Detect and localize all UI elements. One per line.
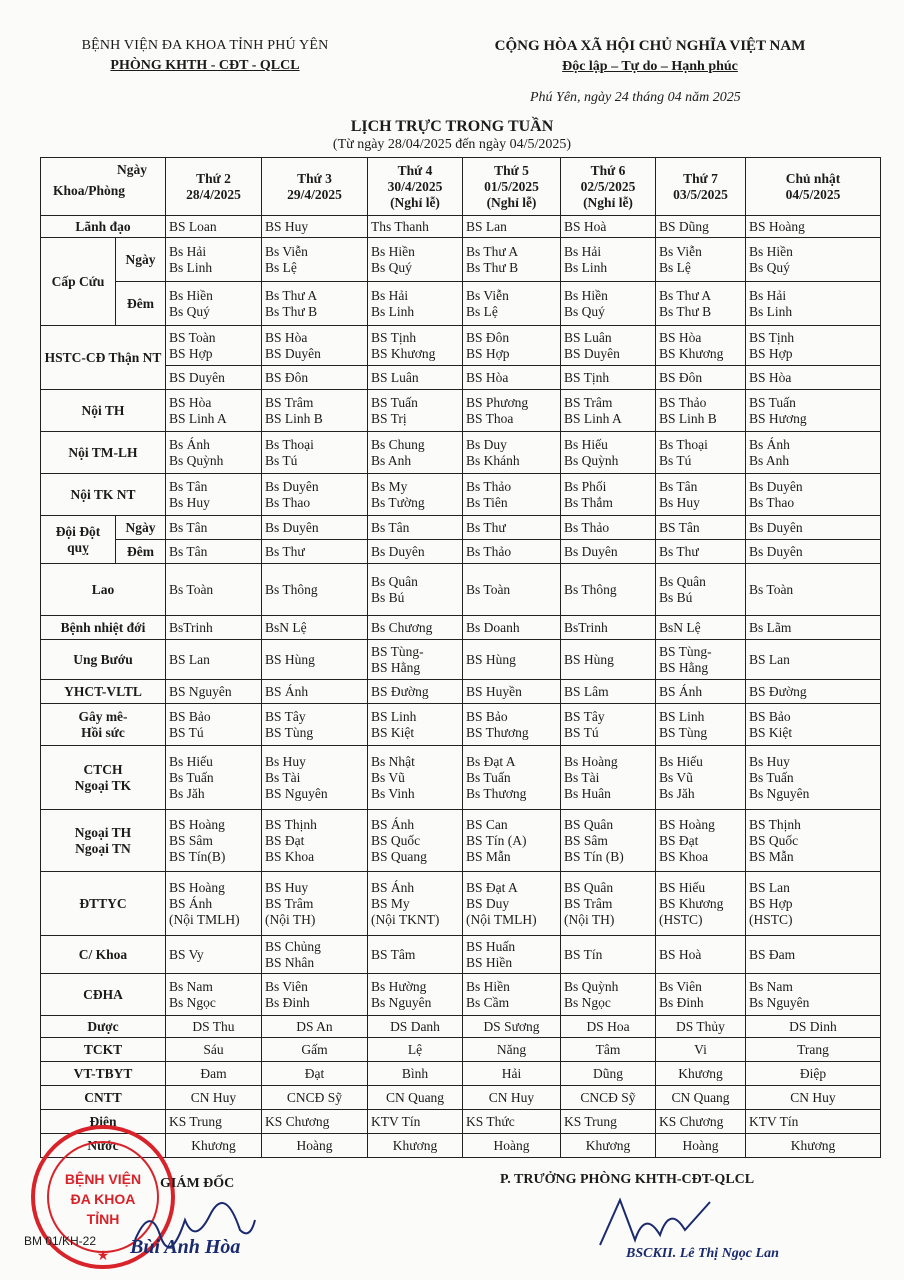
duty-cell: DS Sương xyxy=(463,1016,561,1038)
duty-cell: Bs Nam Bs Ngọc xyxy=(166,974,262,1016)
svg-text:ĐA KHOA: ĐA KHOA xyxy=(70,1191,136,1207)
duty-cell: Bs Hoàng Bs Tài Bs Huân xyxy=(561,746,656,810)
duty-cell: BS Thịnh BS Đạt BS Khoa xyxy=(262,810,368,872)
department-name-cell: Bệnh nhiệt đới xyxy=(41,616,166,640)
organization-name: BỆNH VIỆN ĐA KHOA TỈNH PHÚ YÊN xyxy=(81,38,329,53)
day-header-cell: Thứ 4 30/4/2025 (Nghỉ lễ) xyxy=(368,158,463,216)
table-row xyxy=(41,936,881,974)
duty-cell: CN Huy xyxy=(463,1086,561,1110)
duty-cell: Khương xyxy=(746,1134,881,1158)
duty-cell: BS Phương BS Thoa xyxy=(463,390,561,432)
duty-cell: Bs Phối Bs Thắm xyxy=(561,474,656,516)
duty-cell: BS Hòa BS Duyên xyxy=(262,326,368,366)
duty-cell: BS Trâm BS Linh A xyxy=(561,390,656,432)
department-name-cell: ĐTTYC xyxy=(41,872,166,936)
duty-cell: BsTrinh xyxy=(561,616,656,640)
table-row xyxy=(41,282,881,326)
duty-cell: Bs Ánh Bs Quỳnh xyxy=(166,432,262,474)
duty-cell: DS Hoa xyxy=(561,1016,656,1038)
duty-cell: CNCĐ Sỹ xyxy=(262,1086,368,1110)
table-row xyxy=(41,216,881,238)
duty-cell: BS Linh BS Tùng xyxy=(656,704,746,746)
duty-cell: Bs Duyên Bs Thao xyxy=(262,474,368,516)
duty-cell: Bs Thư A Bs Thư B xyxy=(463,238,561,282)
duty-cell: CNCĐ Sỹ xyxy=(561,1086,656,1110)
duty-cell: BsN Lệ xyxy=(262,616,368,640)
duty-cell: Khương xyxy=(166,1134,262,1158)
duty-cell: Bs Hải Bs Linh xyxy=(166,238,262,282)
national-motto: Độc lập – Tự do – Hạnh phúc xyxy=(562,59,738,74)
deputy-head-title: P. TRƯỞNG PHÒNG KHTH-CĐT-QLCL xyxy=(500,1172,755,1187)
duty-cell: Bs Chương xyxy=(368,616,463,640)
duty-cell: BS Tân xyxy=(656,516,746,540)
duty-cell: BS Tuấn BS Hương xyxy=(746,390,881,432)
department-name-cell: TCKT xyxy=(41,1038,166,1062)
duty-cell: Bs Duyên xyxy=(368,540,463,564)
duty-cell: BS Tịnh BS Hợp xyxy=(746,326,881,366)
department-name-cell: Ung Bướu xyxy=(41,640,166,680)
department-name-cell: Dược xyxy=(41,1016,166,1038)
duty-cell: BS Hoàng BS Đạt BS Khoa xyxy=(656,810,746,872)
shift-label-cell: Đêm xyxy=(116,540,166,564)
duty-schedule-table xyxy=(40,157,881,1158)
duty-cell: BS Hòa BS Khương xyxy=(656,326,746,366)
duty-cell: Bs Thảo Bs Tiên xyxy=(463,474,561,516)
duty-cell: KS Trung xyxy=(166,1110,262,1134)
shift-label-cell: Ngày xyxy=(116,238,166,282)
table-row xyxy=(41,616,881,640)
duty-cell: BS Tây BS Tú xyxy=(561,704,656,746)
duty-cell: Bs Thoại Bs Tú xyxy=(656,432,746,474)
duty-cell: BS Hoàng BS Ánh (Nội TMLH) xyxy=(166,872,262,936)
duty-cell: Bs Hiền Bs Quý xyxy=(368,238,463,282)
duty-cell: BS Hùng xyxy=(561,640,656,680)
duty-cell: Bs Hải Bs Linh xyxy=(561,238,656,282)
deputy-head-name: BSCKII. Lê Thị Ngọc Lan xyxy=(626,1246,779,1261)
duty-cell: BS Toàn BS Hợp xyxy=(166,326,262,366)
department-name-cell: CTCH Ngoại TK xyxy=(41,746,166,810)
duty-cell: Hoàng xyxy=(656,1134,746,1158)
duty-cell: BS Hoàng BS Sâm BS Tín(B) xyxy=(166,810,262,872)
duty-cell: BS Tịnh BS Khương xyxy=(368,326,463,366)
duty-cell: CN Quang xyxy=(656,1086,746,1110)
header-left xyxy=(40,38,370,74)
form-code: BM 01/KH-22 xyxy=(24,1234,97,1248)
duty-cell: BS Tuấn BS Trị xyxy=(368,390,463,432)
duty-cell: Khương xyxy=(656,1062,746,1086)
duty-cell: Bs Toàn xyxy=(166,564,262,616)
duty-cell: BS Luân xyxy=(368,366,463,390)
duty-cell: BS Trâm BS Linh B xyxy=(262,390,368,432)
duty-cell: BS Tâm xyxy=(368,936,463,974)
duty-cell: Bs Viễn Bs Lệ xyxy=(262,238,368,282)
duty-cell: BS Quân BS Sâm BS Tín (B) xyxy=(561,810,656,872)
duty-cell: BS Hoà xyxy=(561,216,656,238)
document-date: Phú Yên, ngày 24 tháng 04 năm 2025 xyxy=(530,90,741,105)
duty-cell: Bs Thư A Bs Thư B xyxy=(262,282,368,326)
duty-cell: BS Duyên xyxy=(166,366,262,390)
department-name-cell: Ngoại TH Ngoại TN xyxy=(41,810,166,872)
table-row xyxy=(41,564,881,616)
department-name-cell: Nội TK NT xyxy=(41,474,166,516)
duty-cell: Bs Toàn xyxy=(463,564,561,616)
duty-cell: BS Bảo BS Thương xyxy=(463,704,561,746)
duty-cell: BS Lan xyxy=(463,216,561,238)
department-name-cell: VT-TBYT xyxy=(41,1062,166,1086)
duty-cell: BS Huấn BS Hiền xyxy=(463,936,561,974)
day-header-cell: Thứ 6 02/5/2025 (Nghỉ lễ) xyxy=(561,158,656,216)
duty-cell: BS Hoàng xyxy=(746,216,881,238)
duty-cell: BS Hùng xyxy=(463,640,561,680)
table-row xyxy=(41,704,881,746)
duty-cell: KTV Tín xyxy=(746,1110,881,1134)
duty-cell: Bs Chung Bs Anh xyxy=(368,432,463,474)
duty-cell: Bs Duyên xyxy=(746,540,881,564)
department-name-cell: Lãnh đạo xyxy=(41,216,166,238)
duty-cell: BS Bảo BS Kiệt xyxy=(746,704,881,746)
duty-cell: BS Bảo BS Tú xyxy=(166,704,262,746)
svg-text:BỆNH VIỆN: BỆNH VIỆN xyxy=(64,1171,142,1187)
duty-cell: BsN Lệ xyxy=(656,616,746,640)
table-row xyxy=(41,810,881,872)
duty-cell: BS Lâm xyxy=(561,680,656,704)
table-row xyxy=(41,238,881,282)
duty-cell: Sáu xyxy=(166,1038,262,1062)
table-row xyxy=(41,640,881,680)
duty-cell: Bs Ánh Bs Anh xyxy=(746,432,881,474)
duty-cell: BS Lan xyxy=(166,640,262,680)
department-name-cell: Nước xyxy=(41,1134,166,1158)
duty-cell: Hoàng xyxy=(262,1134,368,1158)
department-name-cell: Gây mê- Hồi sức xyxy=(41,704,166,746)
duty-cell: KTV Tín xyxy=(368,1110,463,1134)
duty-cell: CN Huy xyxy=(746,1086,881,1110)
duty-cell: BS Hùng xyxy=(262,640,368,680)
duty-cell: BS Đạt A BS Duy (Nội TMLH) xyxy=(463,872,561,936)
duty-cell: BS Hòa xyxy=(463,366,561,390)
table-row xyxy=(41,516,881,540)
shift-label-cell: Ngày xyxy=(116,516,166,540)
shift-label-cell: Đêm xyxy=(116,282,166,326)
table-row xyxy=(41,1038,881,1062)
duty-cell: BS Dũng xyxy=(656,216,746,238)
duty-cell: Bs Thư A Bs Thư B xyxy=(656,282,746,326)
duty-cell: BS Linh BS Kiệt xyxy=(368,704,463,746)
duty-cell: DS Danh xyxy=(368,1016,463,1038)
duty-cell: Khương xyxy=(368,1134,463,1158)
duty-cell: BS Hoà xyxy=(656,936,746,974)
duty-cell: Bs Viên Bs Đinh xyxy=(262,974,368,1016)
duty-cell: Bs Duyên xyxy=(561,540,656,564)
duty-cell: Bs Hiếu Bs Vũ Bs Jăh xyxy=(656,746,746,810)
duty-cell: Bs Viễn Bs Lệ xyxy=(656,238,746,282)
duty-cell: Gấm xyxy=(262,1038,368,1062)
duty-cell: BS Quân BS Trâm (Nội TH) xyxy=(561,872,656,936)
duty-cell: BS Đôn BS Hợp xyxy=(463,326,561,366)
department-name-cell: Lao xyxy=(41,564,166,616)
duty-cell: BS Huy xyxy=(262,216,368,238)
duty-cell: BS Vy xyxy=(166,936,262,974)
duty-cell: Bs Tân xyxy=(368,516,463,540)
duty-cell: Bs Huy Bs Tài BS Nguyên xyxy=(262,746,368,810)
duty-cell: Bs Hiếu Bs Tuấn Bs Jăh xyxy=(166,746,262,810)
table-row xyxy=(41,326,881,366)
department-name-cell: Cấp Cứu xyxy=(41,238,116,326)
duty-cell: Bs Thư xyxy=(463,516,561,540)
duty-cell: Bs Thư xyxy=(262,540,368,564)
duty-cell: BS Đam xyxy=(746,936,881,974)
duty-cell: Bs Viễn Bs Lệ xyxy=(463,282,561,326)
department-name-cell: YHCT-VLTL xyxy=(41,680,166,704)
duty-cell: BS Đôn xyxy=(656,366,746,390)
duty-cell: CN Quang xyxy=(368,1086,463,1110)
duty-cell: BS Lan BS Hợp (HSTC) xyxy=(746,872,881,936)
header-department-label: Khoa/Phòng xyxy=(53,183,126,198)
department-name-cell: Đội Đột quỵ xyxy=(41,516,116,564)
duty-cell: Bs Huy Bs Tuấn Bs Nguyên xyxy=(746,746,881,810)
department-name-cell: CNTT xyxy=(41,1086,166,1110)
svg-text:TỈNH: TỈNH xyxy=(86,1211,120,1227)
duty-cell: Đạt xyxy=(262,1062,368,1086)
duty-cell: Bs Đạt A Bs Tuấn Bs Thương xyxy=(463,746,561,810)
duty-cell: Bs Hường Bs Nguyên xyxy=(368,974,463,1016)
duty-cell: BS Hòa xyxy=(746,366,881,390)
duty-cell: BS Hòa BS Linh A xyxy=(166,390,262,432)
duty-cell: Bs Duyên xyxy=(746,516,881,540)
duty-cell: BS Ánh xyxy=(656,680,746,704)
duty-cell: Bs Toàn xyxy=(746,564,881,616)
duty-cell: Năng xyxy=(463,1038,561,1062)
duty-cell: Bs My Bs Tường xyxy=(368,474,463,516)
duty-cell: Bs Nam Bs Nguyên xyxy=(746,974,881,1016)
duty-cell: Bs Hiền Bs Quý xyxy=(561,282,656,326)
table-row xyxy=(41,1016,881,1038)
duty-cell: BS Thịnh BS Quốc BS Mẫn xyxy=(746,810,881,872)
department-name: PHÒNG KHTH - CĐT - QLCL xyxy=(110,58,300,73)
header-right xyxy=(430,38,870,75)
duty-cell: KS Trung xyxy=(561,1110,656,1134)
duty-cell: BS Luân BS Duyên xyxy=(561,326,656,366)
header-day-label: Ngày xyxy=(117,162,147,177)
duty-cell: BS Ánh xyxy=(262,680,368,704)
day-header-cell: Thứ 2 28/4/2025 xyxy=(166,158,262,216)
svg-text:★: ★ xyxy=(96,1249,110,1264)
duty-cell: Bs Tân xyxy=(166,540,262,564)
duty-cell: Bs Quân Bs Bú xyxy=(368,564,463,616)
duty-cell: Bs Hiền Bs Cầm xyxy=(463,974,561,1016)
duty-cell: Bs Nhật Bs Vũ Bs Vinh xyxy=(368,746,463,810)
duty-cell: Bs Lãm xyxy=(746,616,881,640)
deputy-head-signature xyxy=(590,1190,720,1250)
duty-cell: Hoàng xyxy=(463,1134,561,1158)
duty-cell: KS Chương xyxy=(656,1110,746,1134)
duty-cell: BS Huyền xyxy=(463,680,561,704)
duty-cell: BS Thảo BS Linh B xyxy=(656,390,746,432)
director-title: GIÁM ĐỐC xyxy=(160,1176,235,1191)
duty-cell: Bs Duyên Bs Thao xyxy=(746,474,881,516)
duty-cell: Bs Tân xyxy=(166,516,262,540)
duty-cell: Ths Thanh xyxy=(368,216,463,238)
duty-cell: BS Tây BS Tùng xyxy=(262,704,368,746)
department-name-cell: Điện xyxy=(41,1110,166,1134)
duty-cell: BS Đường xyxy=(368,680,463,704)
department-name-cell: Nội TH xyxy=(41,390,166,432)
department-name-cell: CĐHA xyxy=(41,974,166,1016)
duty-cell: BS Ánh BS My (Nội TKNT) xyxy=(368,872,463,936)
duty-cell: Dũng xyxy=(561,1062,656,1086)
duty-cell: DS Thu xyxy=(166,1016,262,1038)
duty-cell: BS Đôn xyxy=(262,366,368,390)
table-row xyxy=(41,432,881,474)
document-title: LỊCH TRỰC TRONG TUẦN xyxy=(350,118,554,135)
duty-cell: Trang xyxy=(746,1038,881,1062)
duty-cell: BS Chủng BS Nhân xyxy=(262,936,368,974)
duty-cell: Bs Hải Bs Linh xyxy=(746,282,881,326)
duty-cell: KS Thức xyxy=(463,1110,561,1134)
table-row xyxy=(41,1062,881,1086)
duty-cell: Khương xyxy=(561,1134,656,1158)
table-row xyxy=(41,1086,881,1110)
duty-cell: Bs Duy Bs Khánh xyxy=(463,432,561,474)
day-header-cell: Chủ nhật 04/5/2025 xyxy=(746,158,881,216)
national-title: CỘNG HÒA XÃ HỘI CHỦ NGHĨA VIỆT NAM xyxy=(494,38,806,54)
duty-cell: Bs Thông xyxy=(561,564,656,616)
duty-cell: Bs Thoại Bs Tú xyxy=(262,432,368,474)
duty-cell: BS Tịnh xyxy=(561,366,656,390)
day-header-cell: Thứ 3 29/4/2025 xyxy=(262,158,368,216)
duty-cell: Bs Hiền Bs Quý xyxy=(166,282,262,326)
duty-cell: BS Loan xyxy=(166,216,262,238)
duty-cell: BS Tín xyxy=(561,936,656,974)
duty-cell: Lệ xyxy=(368,1038,463,1062)
duty-cell: Bs Tân Bs Huy xyxy=(656,474,746,516)
duty-cell: Bs Quân Bs Bú xyxy=(656,564,746,616)
duty-cell: Bs Quỳnh Bs Ngọc xyxy=(561,974,656,1016)
duty-cell: BsTrinh xyxy=(166,616,262,640)
duty-cell: Bs Thông xyxy=(262,564,368,616)
day-header-cell: Thứ 5 01/5/2025 (Nghỉ lễ) xyxy=(463,158,561,216)
duty-cell: Điệp xyxy=(746,1062,881,1086)
duty-cell: BS Can BS Tín (A) BS Mẫn xyxy=(463,810,561,872)
duty-cell: Vi xyxy=(656,1038,746,1062)
duty-cell: Bs Thảo xyxy=(463,540,561,564)
table-row xyxy=(41,746,881,810)
duty-cell: Bs Viên Bs Đinh xyxy=(656,974,746,1016)
duty-cell: Bs Hiếu Bs Quỳnh xyxy=(561,432,656,474)
table-row xyxy=(41,872,881,936)
duty-cell: BS Lan xyxy=(746,640,881,680)
document-subtitle: (Từ ngày 28/04/2025 đến ngày 04/5/2025) xyxy=(332,137,572,152)
header-corner-cell xyxy=(41,158,166,216)
director-name: Bùi Anh Hòa xyxy=(130,1236,241,1258)
duty-cell: Đam xyxy=(166,1062,262,1086)
table-row xyxy=(41,540,881,564)
department-name-cell: Nội TM-LH xyxy=(41,432,166,474)
duty-cell: DS Thủy xyxy=(656,1016,746,1038)
table-row xyxy=(41,390,881,432)
duty-cell: DS An xyxy=(262,1016,368,1038)
duty-cell: BS Huy BS Trâm (Nội TH) xyxy=(262,872,368,936)
duty-cell: Tâm xyxy=(561,1038,656,1062)
table-row xyxy=(41,974,881,1016)
duty-cell: BS Tùng- BS Hằng xyxy=(656,640,746,680)
duty-cell: Bình xyxy=(368,1062,463,1086)
duty-cell: Bs Duyên xyxy=(262,516,368,540)
duty-cell: Bs Doanh xyxy=(463,616,561,640)
duty-cell: CN Huy xyxy=(166,1086,262,1110)
table-row xyxy=(41,366,881,390)
table-row xyxy=(41,474,881,516)
duty-cell: BS Nguyên xyxy=(166,680,262,704)
duty-cell: DS Dinh xyxy=(746,1016,881,1038)
duty-cell: BS Tùng- BS Hằng xyxy=(368,640,463,680)
duty-cell: Bs Thư xyxy=(656,540,746,564)
duty-cell: Hải xyxy=(463,1062,561,1086)
department-name-cell: C/ Khoa xyxy=(41,936,166,974)
day-header-cell: Thứ 7 03/5/2025 xyxy=(656,158,746,216)
duty-cell: Bs Hải Bs Linh xyxy=(368,282,463,326)
department-name-cell: HSTC-CĐ Thận NT xyxy=(41,326,166,390)
duty-cell: Bs Tân Bs Huy xyxy=(166,474,262,516)
table-header-row xyxy=(41,158,881,216)
duty-cell: Bs Hiền Bs Quý xyxy=(746,238,881,282)
table-row xyxy=(41,680,881,704)
duty-cell: BS Đường xyxy=(746,680,881,704)
duty-cell: BS Hiếu BS Khương (HSTC) xyxy=(656,872,746,936)
duty-cell: BS Ánh BS Quốc BS Quang xyxy=(368,810,463,872)
duty-cell: KS Chương xyxy=(262,1110,368,1134)
duty-cell: Bs Thảo xyxy=(561,516,656,540)
